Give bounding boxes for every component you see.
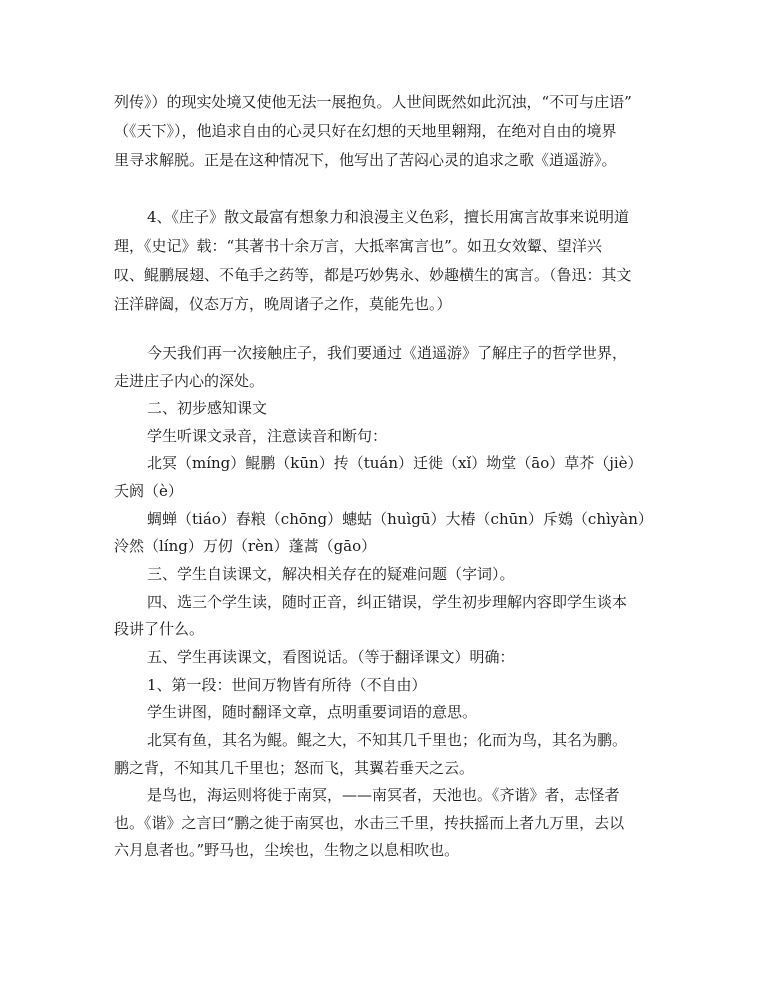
section-heading: 四、选三个学生读，随时正音，纠正错误，学生初步理解内容即学生谈本	[147, 593, 628, 611]
section-heading: 二、初步感知课文	[147, 399, 268, 417]
text-line: 段讲了什么。	[114, 620, 205, 638]
text-line: 4、《庄子》散文最富有想象力和浪漫主义色彩，擅长用寓言故事来说明道	[147, 208, 630, 226]
text-line: 理，《史记》载：“其著书十余万言，大抵率寓言也”。如丑女效颦、望洋兴	[114, 237, 602, 255]
text-line: 1、第一段：世间万物皆有所待（不自由）	[147, 676, 427, 694]
text-line: 叹、鲲鹏展翅、不龟手之药等，都是巧妙隽永、妙趣横生的寓言。（鲁迅：其文	[114, 266, 632, 284]
text-line: 里寻求解脱。正是在这种情况下，他写出了苦闷心灵的追求之歌《逍遥游》。	[114, 151, 617, 169]
text-line: 走进庄子内心的深处。	[114, 372, 265, 390]
pronunciation-line: 北冥（míng）鲲鹏（kūn）抟（tuán）迁徙（xǐ）坳堂（āo）草芥（jiè）	[147, 454, 643, 472]
text-line: 北冥有鱼，其名为鲲。鲲之大，不知其几千里也；化而为鸟，其名为鹏。	[147, 731, 628, 749]
section-heading: 五、学生再读课文，看图说话。（等于翻译课文）明确：	[147, 648, 515, 666]
text-line: 汪洋辟阖，仪态万方，晚周诸子之作，莫能先也。）	[114, 295, 452, 313]
text-line: 也。《谐》之言曰“鹏之徙于南冥也，水击三千里，抟扶摇而上者九万里，去以	[114, 814, 625, 832]
pronunciation-line: 泠然（líng）万仞（rèn）蓬蒿（gāo）	[114, 537, 377, 555]
text-line: 学生讲图，随时翻译文章，点明重要词语的意思。	[147, 703, 478, 721]
section-heading: 三、学生自读课文，解决相关存在的疑难问题（字词）。	[147, 565, 515, 583]
text-line: （《天下》），他追求自由的心灵只好在幻想的天地里翱翔，在绝对自由的境界	[114, 122, 617, 140]
text-line: 六月息者也。”野马也，尘埃也，生物之以息相吹也。	[114, 841, 460, 859]
text-line: 今天我们再一次接触庄子，我们要通过《逍遥游》了解庄子的哲学世界，	[147, 344, 628, 362]
text-line: 列传》）的现实处境又使他无法一展抱负。人世间既然如此沉浊，“不可与庄语”	[114, 93, 632, 111]
text-line: 是鸟也，海运则将徙于南冥，——南冥者，天池也。《齐谐》者，志怪者	[147, 786, 620, 804]
pronunciation-line: 夭阏（è）	[114, 482, 183, 500]
text-line: 鹏之背，不知其几千里也；怒而飞，其翼若垂天之云。	[114, 759, 475, 777]
text-line: 学生听课文录音，注意读音和断句：	[147, 427, 388, 445]
pronunciation-line: 蜩蝉（tiáo）舂粮（chōng）蟪蛄（huìgū）大椿（chūn）斥鴳（chìyàn）	[147, 510, 653, 528]
